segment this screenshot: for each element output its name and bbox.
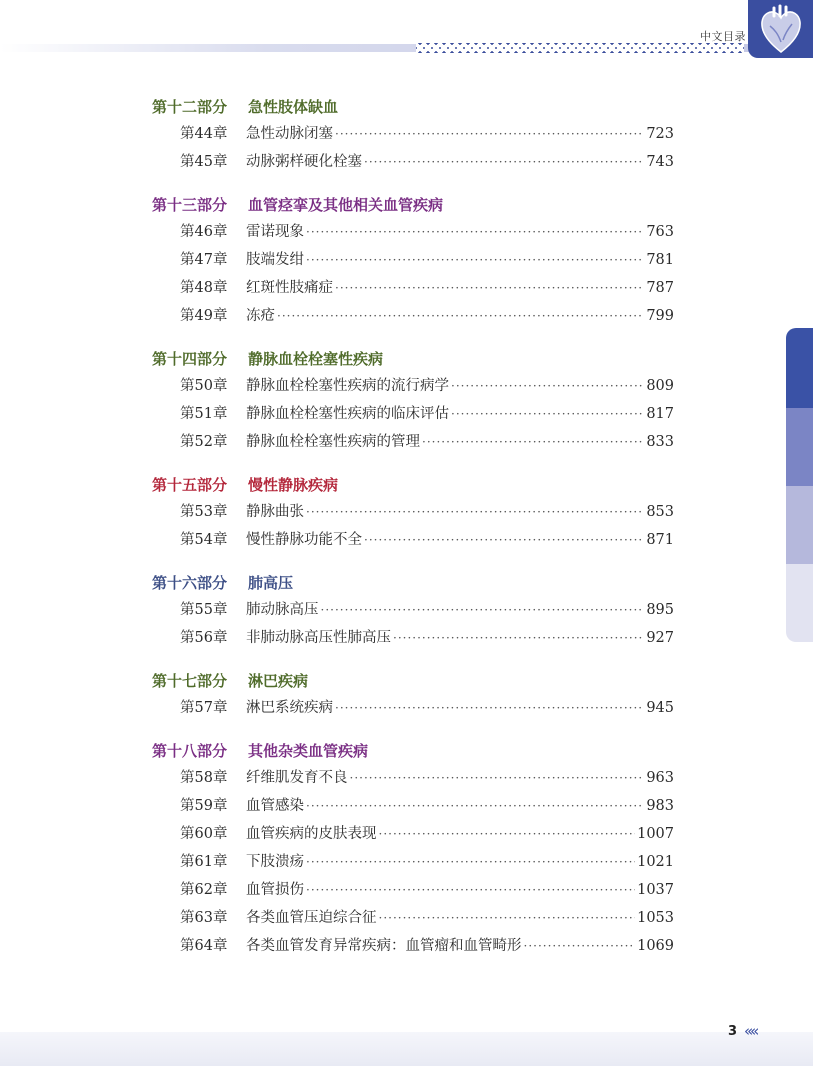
part-heading [152,94,674,120]
dot-leader [306,848,635,876]
chapter-entry[interactable] [152,876,674,904]
chevron-left-icon: «« [744,1022,757,1040]
chapter-number: 第59章 [180,798,228,814]
chapter-number: 第52章 [180,434,228,450]
chapter-page: 871 [646,532,674,548]
part-title: 慢性静脉疾病 [248,476,339,494]
part-title: 淋巴疾病 [248,672,309,690]
chapter-number: 第64章 [180,938,228,954]
chapter-page: 927 [646,630,674,646]
dot-leader [524,932,636,960]
chapter-title: 各类血管发育异常疾病：血管瘤和血管畸形 [246,938,522,954]
chapter-entry[interactable] [152,764,674,792]
chapter-number: 第51章 [180,406,228,422]
chapter-title: 淋巴系统疾病 [246,700,333,716]
chapter-page: 1021 [637,854,674,870]
chapter-page: 723 [646,126,674,142]
dot-leader [335,274,644,302]
chapter-page: 945 [646,700,674,716]
dot-leader [451,372,644,400]
part-title: 静脉血栓栓塞性疾病 [248,350,384,368]
chapter-entry[interactable] [152,400,674,428]
chapter-title: 下肢溃疡 [246,854,304,870]
chapter-number: 第44章 [180,126,228,142]
chapter-entry[interactable] [152,218,674,246]
chapter-page: 895 [646,602,674,618]
chapter-title: 血管损伤 [246,882,304,898]
chapter-entry[interactable] [152,904,674,932]
chapter-entry[interactable] [152,148,674,176]
chapter-page: 743 [646,154,674,170]
chapter-entry[interactable] [152,302,674,330]
chapter-title: 急性动脉闭塞 [246,126,333,142]
section-tab-4[interactable] [786,564,813,642]
section-tabs [786,328,813,642]
header-title: 中文目录 [700,30,746,43]
chapter-title: 冻疮 [246,308,275,324]
chapter-number: 第55章 [180,602,228,618]
part-number: 第十四部分 [152,350,228,368]
chapter-entry[interactable] [152,372,674,400]
chapter-number: 第50章 [180,378,228,394]
part-heading [152,738,674,764]
dot-leader [306,246,644,274]
part-title: 其他杂类血管疾病 [248,742,369,760]
chapter-number: 第57章 [180,700,228,716]
dot-leader [306,792,644,820]
chapter-number: 第62章 [180,882,228,898]
part-number: 第十八部分 [152,742,228,760]
chapter-page: 1069 [637,938,674,954]
chapter-page: 799 [646,308,674,324]
dot-leader [422,428,644,456]
chapter-entry[interactable] [152,498,674,526]
chapter-title: 血管疾病的皮肤表现 [246,826,377,842]
part-number: 第十三部分 [152,196,228,214]
chapter-number: 第49章 [180,308,228,324]
footer-band [0,1032,813,1066]
dot-leader [306,218,644,246]
chapter-page: 963 [646,770,674,786]
dot-leader [451,400,644,428]
chapter-number: 第56章 [180,630,228,646]
chapter-title: 静脉曲张 [246,504,304,520]
chapter-title: 动脉粥样硬化栓塞 [246,154,362,170]
dot-leader [379,904,636,932]
part-heading [152,570,674,596]
chapter-number: 第60章 [180,826,228,842]
chapter-page: 763 [646,224,674,240]
section-tab-3[interactable] [786,486,813,564]
chapter-page: 817 [646,406,674,422]
chapter-number: 第53章 [180,504,228,520]
dot-leader [364,148,644,176]
part-title: 肺高压 [248,574,294,592]
chapter-number: 第48章 [180,280,228,296]
dot-leader [350,764,645,792]
dot-leader [364,526,644,554]
chapter-title: 静脉血栓栓塞性疾病的管理 [246,434,420,450]
chapter-entry[interactable] [152,792,674,820]
part-heading [152,472,674,498]
dot-leader [306,876,635,904]
part-title: 血管痉挛及其他相关血管疾病 [248,196,444,214]
chapter-number: 第63章 [180,910,228,926]
chapter-page: 787 [646,280,674,296]
chapter-page: 1037 [637,882,674,898]
chapter-number: 第61章 [180,854,228,870]
part-heading [152,346,674,372]
chapter-entry[interactable] [152,624,674,652]
chapter-title: 肺动脉高压 [246,602,319,618]
section-tab-2[interactable] [786,408,813,486]
dot-leader [306,498,644,526]
chapter-title: 血管感染 [246,798,304,814]
chapter-page: 1053 [637,910,674,926]
chapter-entry[interactable] [152,120,674,148]
chapter-entry[interactable] [152,932,674,960]
part-title: 急性肢体缺血 [248,98,339,116]
chapter-number: 第54章 [180,532,228,548]
chapter-number: 第58章 [180,770,228,786]
chapter-title: 肢端发绀 [246,252,304,268]
chapter-number: 第45章 [180,154,228,170]
chapter-page: 781 [646,252,674,268]
chapter-title: 慢性静脉功能不全 [246,532,362,548]
chapter-page: 809 [646,378,674,394]
part-number: 第十五部分 [152,476,228,494]
chapter-entry[interactable] [152,428,674,456]
chapter-page: 833 [646,434,674,450]
dot-leader [393,624,644,652]
part-number: 第十二部分 [152,98,228,116]
dot-leader [335,120,644,148]
chapter-page: 1007 [637,826,674,842]
chapter-title: 静脉血栓栓塞性疾病的临床评估 [246,406,449,422]
part-number: 第十六部分 [152,574,228,592]
chapter-title: 红斑性肢痛症 [246,280,333,296]
chapter-number: 第47章 [180,252,228,268]
part-number: 第十七部分 [152,672,228,690]
chapter-entry[interactable] [152,596,674,624]
chapter-entry[interactable] [152,526,674,554]
heart-icon [758,4,804,54]
chapter-title: 纤维肌发育不良 [246,770,348,786]
dot-leader [379,820,636,848]
chapter-entry[interactable] [152,694,674,722]
part-heading [152,192,674,218]
dot-leader [277,302,644,330]
chapter-page: 853 [646,504,674,520]
heart-logo [748,0,813,58]
chapter-title: 非肺动脉高压性肺高压 [246,630,391,646]
part-heading [152,668,674,694]
header-diamond-pattern [416,43,744,53]
chapter-title: 雷诺现象 [246,224,304,240]
dot-leader [321,596,645,624]
dot-leader [335,694,644,722]
chapter-entry[interactable] [152,274,674,302]
chapter-page: 983 [646,798,674,814]
page-number: 3 [728,1024,738,1039]
chapter-number: 第46章 [180,224,228,240]
chapter-entry[interactable] [152,246,674,274]
chapter-entry[interactable] [152,820,674,848]
chapter-title: 静脉血栓栓塞性疾病的流行病学 [246,378,449,394]
chapter-title: 各类血管压迫综合征 [246,910,377,926]
section-tab-1[interactable] [786,328,813,408]
chapter-entry[interactable] [152,848,674,876]
table-of-contents [152,94,674,960]
